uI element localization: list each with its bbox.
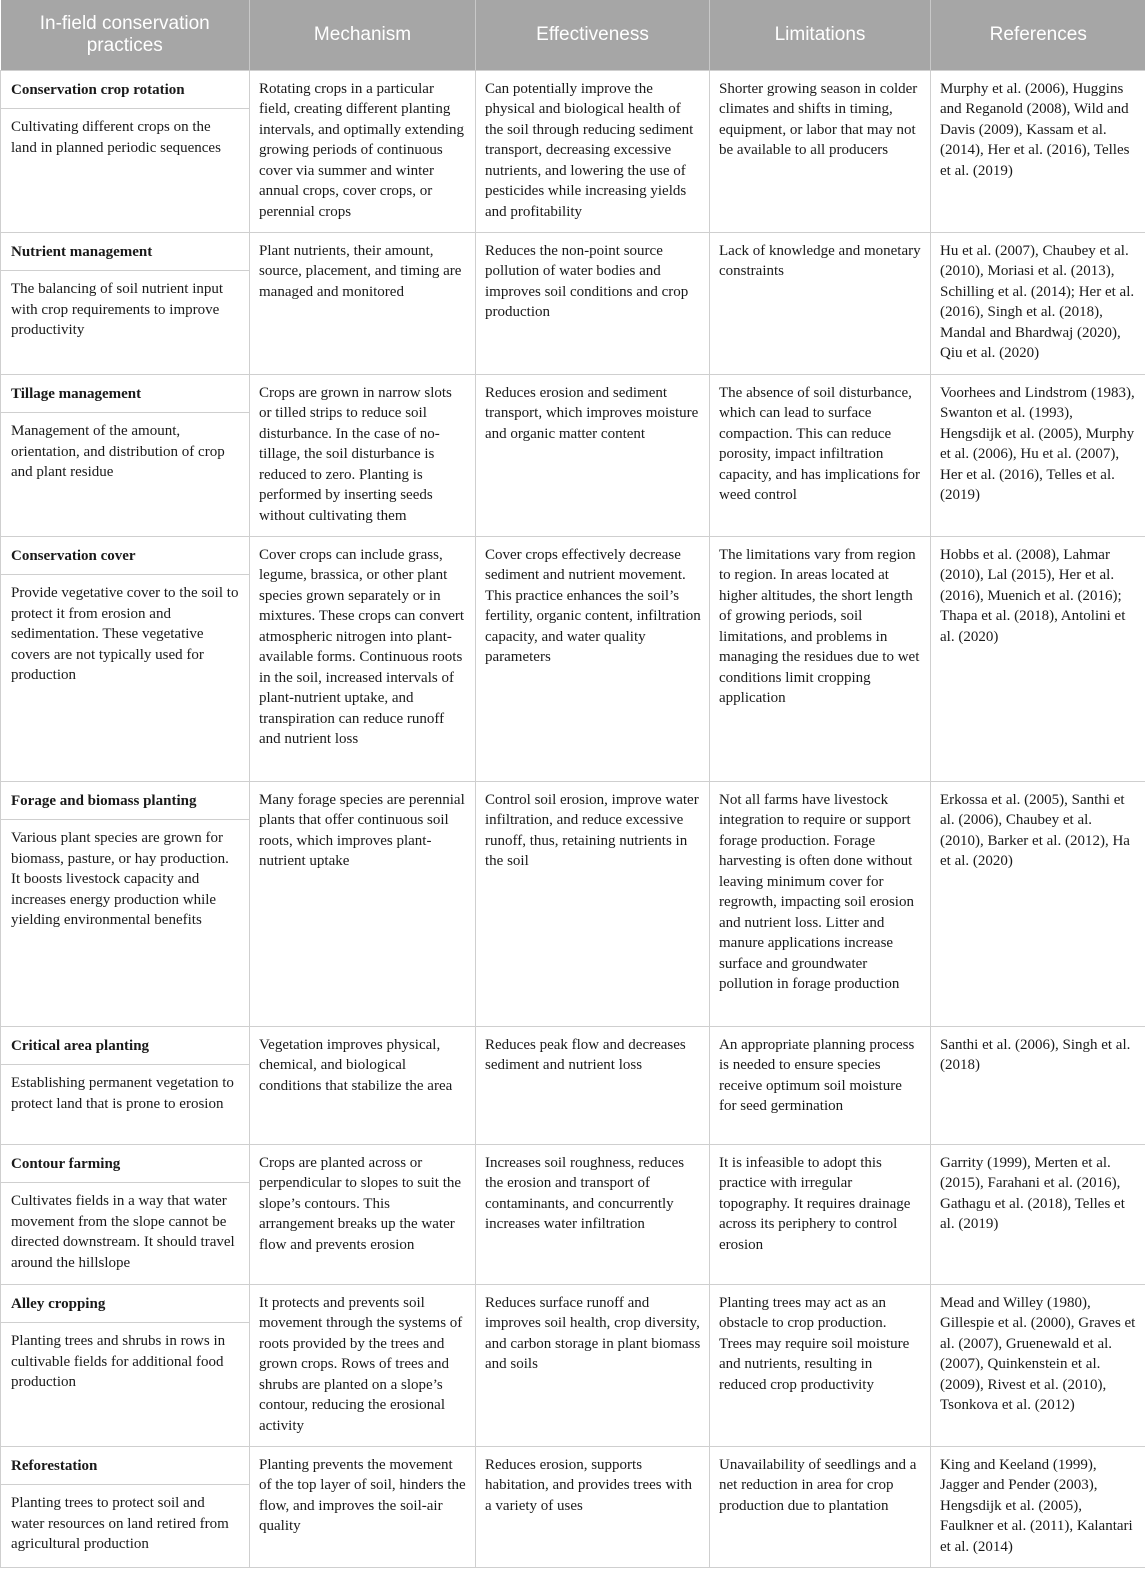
practice-description: Cultivating different crops on the land in planned periodic sequences — [11, 119, 221, 156]
practice-description: The balancing of soil nutrient input with crop requirements to improve productivity — [11, 281, 224, 338]
mechanism-cell: Plant nutrients, their amount, source, placement, and timing are managed and monitored — [250, 232, 476, 374]
mechanism-cell: Vegetation improves physical, chemical, and biological conditions that stabilize the area — [250, 1026, 476, 1144]
practice-description: Planting trees to protect soil and water resources on land retired from agricultural production — [11, 1495, 229, 1552]
limitations-cell: Shorter growing season in colder climates and shifts in timing, equipment, or labor that may not be available to all producers — [710, 70, 931, 232]
references-cell: Santhi et al. (2006), Singh et al. (2018) — [931, 1026, 1145, 1144]
practice-description: Various plant species are grown for biomass, pasture, or hay production. It boosts livestock capacity and increases energy production while yielding environmental benefits — [11, 830, 229, 928]
limitations-cell: Planting trees may act as an obstacle to crop production. Trees may require soil moisture and nutrients, resulting in reduced crop productivity — [710, 1284, 931, 1446]
limitations-cell: An appropriate planning process is needed to ensure species receive optimum soil moisture for seed germination — [710, 1026, 931, 1144]
table-row — [1, 374, 1145, 536]
practice-cell — [1, 536, 250, 781]
mechanism-cell: Cover crops can include grass, legume, brassica, or other plant species grown separately or in mixtures. These crops can convert atmospheric nitrogen into plant-available forms. Continuous roots in the soil, increased intervals of plant-nutrient uptake, and transpiration can reduce runoff and nutrient loss — [250, 536, 476, 781]
effectiveness-cell: Cover crops effectively decrease sediment and nutrient movement. This practice enhances the soil’s fertility, organic content, infiltration capacity, and water quality parameters — [476, 536, 710, 781]
practice-description: Management of the amount, orientation, and distribution of crop and plant residue — [11, 423, 225, 480]
header-effectiveness: Effectiveness — [476, 0, 710, 70]
references-cell: Garrity (1999), Merten et al. (2015), Farahani et al. (2016), Gathagu et al. (2018), Telles et al. (2019) — [931, 1144, 1145, 1284]
header-row — [1, 0, 1145, 70]
table-row — [1, 781, 1145, 1026]
effectiveness-cell: Can potentially improve the physical and biological health of the soil through reducing sediment transport, decreasing excessive nutrients, and lowering the use of pesticides while increasing yields and profitability — [476, 70, 710, 232]
practice-description: Establishing permanent vegetation to protect land that is prone to erosion — [11, 1075, 234, 1112]
limitations-cell: It is infeasible to adopt this practice with irregular topography. It requires drainage across its periphery to control erosion — [710, 1144, 931, 1284]
effectiveness-cell: Control soil erosion, improve water infiltration, and reduce excessive runoff, thus, retaining nutrients in the soil — [476, 781, 710, 1026]
references-cell: Voorhees and Lindstrom (1983), Swanton et al. (1993), Hengsdijk et al. (2005), Murphy et al. (2006), Hu et al. (2007), Her et al. (2016), Telles et al. (2019) — [931, 374, 1145, 536]
mechanism-cell: Crops are planted across or perpendicular to slopes to suit the slope’s contours. This arrangement breaks up the water flow and prevents erosion — [250, 1144, 476, 1284]
practice-name: Conservation cover — [1, 537, 249, 576]
practice-cell — [1, 70, 250, 232]
practice-name: Contour farming — [1, 1145, 249, 1184]
practice-description: Planting trees and shrubs in rows in cultivable fields for additional food production — [11, 1333, 226, 1390]
table-row — [1, 1446, 1145, 1567]
practice-cell — [1, 1446, 250, 1567]
practice-description: Cultivates fields in a way that water movement from the slope cannot be directed downstream. It should travel around the hillslope — [11, 1193, 235, 1271]
effectiveness-cell: Reduces erosion, supports habitation, and provides trees with a variety of uses — [476, 1446, 710, 1567]
table-row — [1, 70, 1145, 232]
header-references: References — [931, 0, 1145, 70]
practice-name: Tillage management — [1, 375, 249, 414]
limitations-cell: The absence of soil disturbance, which can lead to surface compaction. This can reduce porosity, impact infiltration capacity, and has implications for weed control — [710, 374, 931, 536]
limitations-cell: The limitations vary from region to region. In areas located at higher altitudes, the short length of growing periods, soil limitations, and problems in managing the residues due to wet conditions limit cropping application — [710, 536, 931, 781]
references-cell: Erkossa et al. (2005), Santhi et al. (2006), Chaubey et al. (2010), Barker et al. (2012), Ha et al. (2020) — [931, 781, 1145, 1026]
effectiveness-cell: Reduces the non-point source pollution of water bodies and improves soil conditions and crop production — [476, 232, 710, 374]
table-row — [1, 536, 1145, 781]
practice-cell — [1, 781, 250, 1026]
practice-name: Alley cropping — [1, 1285, 249, 1324]
mechanism-cell: Planting prevents the movement of the top layer of soil, hinders the flow, and improves the soil-air quality — [250, 1446, 476, 1567]
practice-cell — [1, 1144, 250, 1284]
references-cell: Hu et al. (2007), Chaubey et al. (2010), Moriasi et al. (2013), Schilling et al. (2014); Her et al. (2016), Singh et al. (2018), Mandal and Bhardwaj (2020), Qiu et al. (2020) — [931, 232, 1145, 374]
practice-name: Critical area planting — [1, 1027, 249, 1066]
practice-cell — [1, 1284, 250, 1446]
effectiveness-cell: Reduces peak flow and decreases sediment and nutrient loss — [476, 1026, 710, 1144]
table-row — [1, 232, 1145, 374]
practice-name: Conservation crop rotation — [1, 71, 249, 110]
limitations-cell: Not all farms have livestock integration to require or support forage production. Forage harvesting is often done without leaving minimum cover for regrowth, impacting soil erosion and nutrient loss. Litter and manure applications increase surface and groundwater pollution in forage production — [710, 781, 931, 1026]
mechanism-cell: It protects and prevents soil movement through the systems of roots provided by the trees and grown crops. Rows of trees and shrubs are planted on a slope’s contour, reducing the erosional activity — [250, 1284, 476, 1446]
limitations-cell: Lack of knowledge and monetary constraints — [710, 232, 931, 374]
practice-description: Provide vegetative cover to the soil to protect it from erosion and sedimentation. These vegetative covers are not typically used for production — [11, 585, 239, 683]
mechanism-cell: Many forage species are perennial plants that offer continuous soil roots, which improves plant-nutrient uptake — [250, 781, 476, 1026]
effectiveness-cell: Increases soil roughness, reduces the erosion and transport of contaminants, and concurrently increases water infiltration — [476, 1144, 710, 1284]
table-row — [1, 1026, 1145, 1144]
header-mechanism: Mechanism — [250, 0, 476, 70]
practice-cell — [1, 1026, 250, 1144]
table-row — [1, 1284, 1145, 1446]
mechanism-cell: Rotating crops in a particular field, creating different planting intervals, and optimally extending growing periods of continuous cover via summer and winter annual crops, cover crops, or perennial crops — [250, 70, 476, 232]
mechanism-cell: Crops are grown in narrow slots or tilled strips to reduce soil disturbance. In the case of no-tillage, the soil disturbance is reduced to zero. Planting is performed by inserting seeds without cultivating them — [250, 374, 476, 536]
practice-name: Forage and biomass planting — [1, 782, 249, 821]
header-limitations: Limitations — [710, 0, 931, 70]
practice-name: Nutrient management — [1, 233, 249, 272]
references-cell: Hobbs et al. (2008), Lahmar (2010), Lal (2015), Her et al. (2016), Muenich et al. (2016); Thapa et al. (2018), Antolini et al. (2020) — [931, 536, 1145, 781]
table-row — [1, 1144, 1145, 1284]
practice-name: Reforestation — [1, 1447, 249, 1486]
references-cell: Mead and Willey (1980), Gillespie et al. (2000), Graves et al. (2007), Gruenewald et al. (2007), Quinkenstein et al. (2009), Rivest et al. (2010), Tsonkova et al. (2012) — [931, 1284, 1145, 1446]
header-practices: In-field conservation practices — [1, 0, 250, 70]
limitations-cell: Unavailability of seedlings and a net reduction in area for crop production due to plantation — [710, 1446, 931, 1567]
practice-cell — [1, 232, 250, 374]
practice-cell — [1, 374, 250, 536]
references-cell: Murphy et al. (2006), Huggins and Reganold (2008), Wild and Davis (2009), Kassam et al. (2014), Her et al. (2016), Telles et al. (2019) — [931, 70, 1145, 232]
references-cell: King and Keeland (1999), Jagger and Pender (2003), Hengsdijk et al. (2005), Faulkner et al. (2011), Kalantari et al. (2014) — [931, 1446, 1145, 1567]
effectiveness-cell: Reduces erosion and sediment transport, which improves moisture and organic matter content — [476, 374, 710, 536]
effectiveness-cell: Reduces surface runoff and improves soil health, crop diversity, and carbon storage in plant biomass and soils — [476, 1284, 710, 1446]
